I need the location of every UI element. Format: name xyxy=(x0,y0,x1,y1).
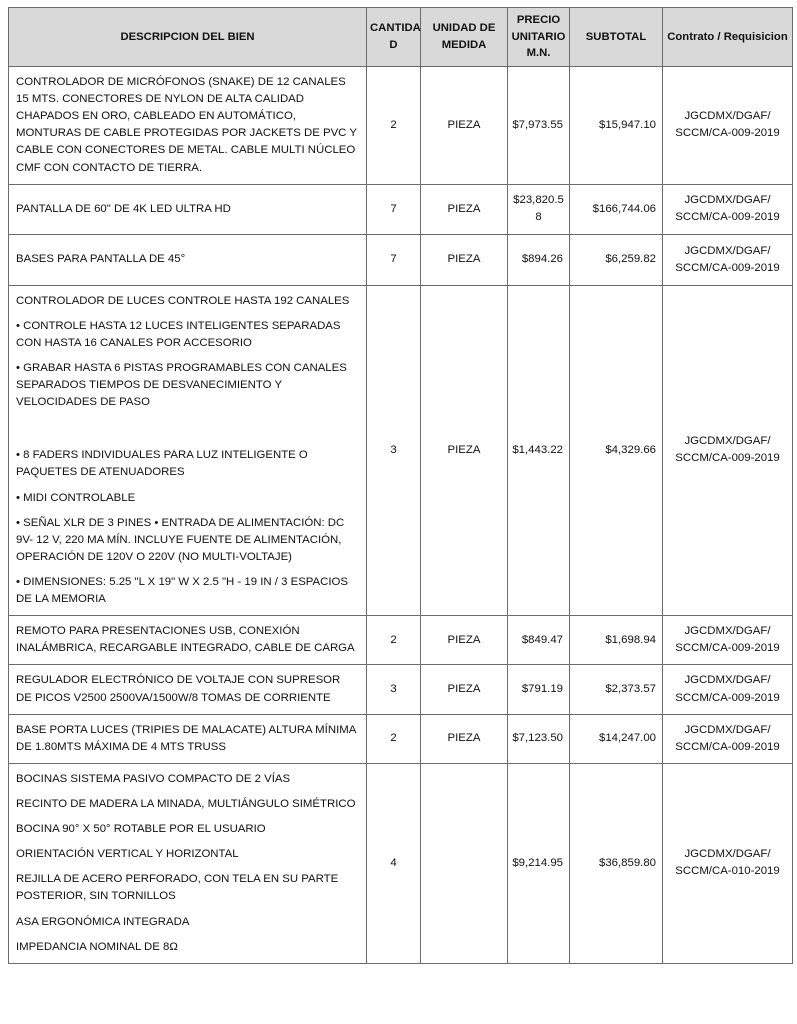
table-row xyxy=(9,616,793,665)
item-subtotal: $15,947.10 xyxy=(570,67,663,185)
description-line: RECINTO DE MADERA LA MINADA, MULTIÁNGULO SIMÉTRICO xyxy=(16,797,356,810)
description-line: • 8 FADERS INDIVIDUALES PARA LUZ INTELIGENTE O PAQUETES DE ATENUADORES xyxy=(16,449,308,479)
item-contract: JGCDMX/DGAF/ SCCM/CA-009-2019 xyxy=(663,67,793,185)
item-description xyxy=(9,67,367,185)
item-subtotal: $6,259.82 xyxy=(570,234,663,285)
item-contract: JGCDMX/DGAF/ SCCM/CA-009-2019 xyxy=(663,616,793,665)
item-description xyxy=(9,763,367,963)
item-unit-price: $7,973.55 xyxy=(508,67,570,185)
item-unit: PIEZA xyxy=(421,714,508,763)
header-unit-price: PRECIO UNITARIO M.N. xyxy=(508,8,570,67)
item-contract: JGCDMX/DGAF/ SCCM/CA-009-2019 xyxy=(663,285,793,616)
item-subtotal: $14,247.00 xyxy=(570,714,663,763)
item-quantity: 2 xyxy=(367,616,421,665)
table-row xyxy=(9,67,793,185)
item-quantity: 2 xyxy=(367,67,421,185)
description-line: BOCINA 90° X 50° ROTABLE POR EL USUARIO xyxy=(16,823,266,836)
item-quantity: 3 xyxy=(367,665,421,714)
table-row xyxy=(9,714,793,763)
table-header-row xyxy=(9,8,793,67)
description-line: • GRABAR HASTA 6 PISTAS PROGRAMABLES CON CANALES SEPARADOS TIEMPOS DE DESVANECIMIENTO Y VELOCIDADES DE PASO xyxy=(16,361,347,409)
item-subtotal: $4,329.66 xyxy=(570,285,663,616)
item-unit-price: $894.26 xyxy=(508,234,570,285)
item-unit-price: $849.47 xyxy=(508,616,570,665)
item-contract: JGCDMX/DGAF/ SCCM/CA-009-2019 xyxy=(663,665,793,714)
description-line: REGULADOR ELECTRÓNICO DE VOLTAJE CON SUPRESOR DE PICOS V2500 2500VA/1500W/8 TOMAS DE CORRIENTE xyxy=(16,674,341,704)
header-contract: Contrato / Requisicion xyxy=(663,8,793,67)
description-line: • SEÑAL XLR DE 3 PINES • ENTRADA DE ALIMENTACIÓN: DC 9V- 12 V, 220 MA MÍN. INCLUYE FUENTE DE ALIMENTACIÓN, OPERACIÓN DE 120V O 220V (NO MULTI-VOLTAJE) xyxy=(16,516,345,563)
item-description xyxy=(9,285,367,616)
item-quantity: 2 xyxy=(367,714,421,763)
description-line: CONTROLADOR DE LUCES CONTROLE HASTA 192 CANALES xyxy=(16,294,350,307)
description-line: BASE PORTA LUCES (TRIPIES DE MALACATE) ALTURA MÍNIMA DE 1.80MTS MÁXIMA DE 4 MTS TRUSS xyxy=(16,723,356,753)
description-line: BOCINAS SISTEMA PASIVO COMPACTO DE 2 VÍAS xyxy=(16,772,291,785)
item-description xyxy=(9,234,367,285)
header-unit: UNIDAD DE MEDIDA xyxy=(421,8,508,67)
goods-table xyxy=(8,7,793,964)
table-row xyxy=(9,285,793,616)
description-line: PANTALLA DE 60" DE 4K LED ULTRA HD xyxy=(16,202,231,215)
item-description xyxy=(9,714,367,763)
item-subtotal: $166,744.06 xyxy=(570,184,663,234)
item-unit: PIEZA xyxy=(421,234,508,285)
item-contract: JGCDMX/DGAF/ SCCM/CA-009-2019 xyxy=(663,714,793,763)
item-quantity: 7 xyxy=(367,184,421,234)
description-line: REJILLA DE ACERO PERFORADO, CON TELA EN SU PARTE POSTERIOR, SIN TORNILLOS xyxy=(16,873,339,903)
item-quantity: 4 xyxy=(367,763,421,963)
item-contract: JGCDMX/DGAF/ SCCM/CA-010-2019 xyxy=(663,763,793,963)
header-subtotal: SUBTOTAL xyxy=(570,8,663,67)
item-description xyxy=(9,665,367,714)
item-contract: JGCDMX/DGAF/ SCCM/CA-009-2019 xyxy=(663,184,793,234)
item-contract: JGCDMX/DGAF/ SCCM/CA-009-2019 xyxy=(663,234,793,285)
table-row xyxy=(9,184,793,234)
description-line: IMPEDANCIA NOMINAL DE 8Ω xyxy=(16,940,178,953)
item-unit: PIEZA xyxy=(421,665,508,714)
item-description xyxy=(9,616,367,665)
header-description: DESCRIPCION DEL BIEN xyxy=(9,8,367,67)
item-quantity: 7 xyxy=(367,234,421,285)
item-unit: PIEZA xyxy=(421,616,508,665)
item-unit-price: $791.19 xyxy=(508,665,570,714)
spacer xyxy=(16,411,359,447)
table-row xyxy=(9,763,793,963)
item-description xyxy=(9,184,367,234)
item-unit-price: $7,123.50 xyxy=(508,714,570,763)
item-subtotal: $1,698.94 xyxy=(570,616,663,665)
item-subtotal: $36,859.80 xyxy=(570,763,663,963)
item-unit: PIEZA xyxy=(421,285,508,616)
description-line: ASA ERGONÓMICA INTEGRADA xyxy=(16,915,190,928)
table-row xyxy=(9,234,793,285)
item-subtotal: $2,373.57 xyxy=(570,665,663,714)
description-line: REMOTO PARA PRESENTACIONES USB, CONEXIÓN INALÁMBRICA, RECARGABLE INTEGRADO, CABLE DE CARGA xyxy=(16,625,355,655)
description-line: BASES PARA PANTALLA DE 45° xyxy=(16,253,186,266)
item-unit: PIEZA xyxy=(421,67,508,185)
item-unit: PIEZA xyxy=(421,184,508,234)
description-line: • MIDI CONTROLABLE xyxy=(16,491,136,504)
item-unit xyxy=(421,763,508,963)
item-quantity: 3 xyxy=(367,285,421,616)
description-line: CONTROLADOR DE MICRÓFONOS (SNAKE) DE 12 CANALES 15 MTS. CONECTORES DE NYLON DE ALTA CALIDAD CHAPADOS EN ORO, CABLEADO EN AUTOMÁTICO, MONTURAS DE CABLE PROTEGIDAS POR JACKETS DE PVC Y CABLE CON CONECTORES DE METAL. CABLE MULTI NÚCLEO CMF CON CONTACTO DE TIERRA. xyxy=(16,76,357,174)
item-unit-price: $1,443.22 xyxy=(508,285,570,616)
item-unit-price: $23,820.5 8 xyxy=(508,184,570,234)
description-line: • DIMENSIONES: 5.25 "L X 19" W X 2.5 "H - 19 IN / 3 ESPACIOS DE LA MEMORIA xyxy=(16,575,349,606)
table-row xyxy=(9,665,793,714)
header-quantity: CANTIDA D xyxy=(367,8,421,67)
item-unit-price: $9,214.95 xyxy=(508,763,570,963)
description-line: • CONTROLE HASTA 12 LUCES INTELIGENTES SEPARADAS CON HASTA 16 CANALES POR ACCESORIO xyxy=(16,319,341,349)
description-line: ORIENTACIÓN VERTICAL Y HORIZONTAL xyxy=(16,848,239,861)
